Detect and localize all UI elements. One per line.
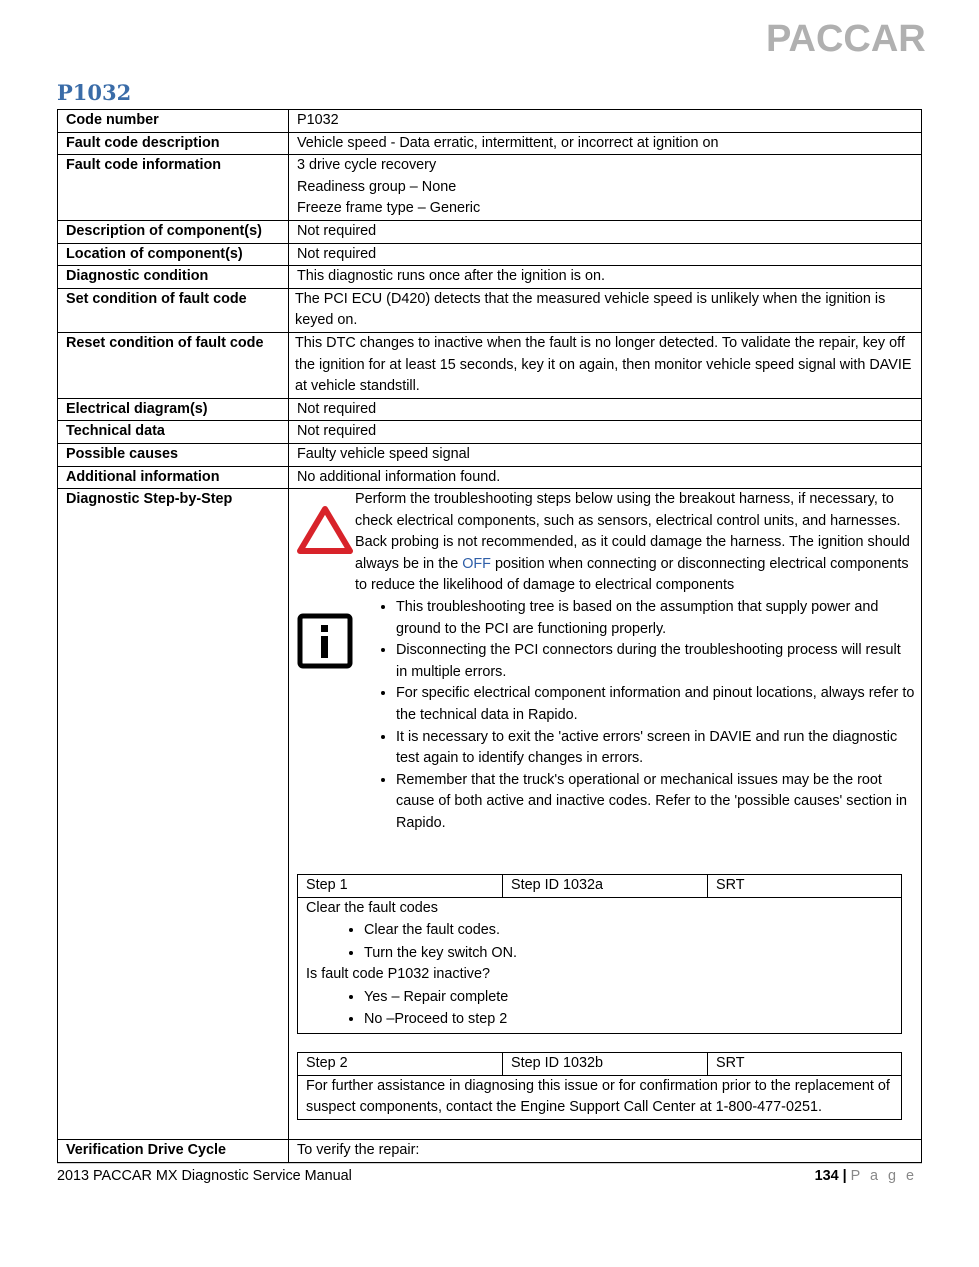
footer-page-info xyxy=(815,1168,917,1184)
list-item: • It is necessary to exit the 'active errors' screen in DAVIE and run the diagnostic test again to identify changes in errors. xyxy=(396,727,915,770)
step-srt: SRT xyxy=(708,1053,902,1076)
row-label: Fault code description xyxy=(58,132,289,155)
info-line: Readiness group – None xyxy=(297,178,457,195)
row-value: Faulty vehicle speed signal xyxy=(289,443,922,466)
row-value: This diagnostic runs once after the ignition is on. xyxy=(289,266,922,289)
step-header-row xyxy=(298,1053,902,1076)
row-label: Location of component(s) xyxy=(58,243,289,266)
warning-text-part: position when connecting or disconnecting electrical components to reduce the likelihood of damage to electrical components xyxy=(355,555,909,594)
step-by-step-cell xyxy=(289,489,922,1140)
list-item: • This troubleshooting tree is based on the assumption that supply power and ground to the PCI are functioning properly. xyxy=(396,597,915,640)
row-label: Technical data xyxy=(58,421,289,444)
table-row xyxy=(58,489,922,1140)
warning-text xyxy=(355,489,915,835)
paccar-logo: PACCAR xyxy=(766,18,926,60)
page-label: P a g e xyxy=(850,1168,917,1184)
info-line: Freeze frame type – Generic xyxy=(297,200,481,217)
row-label: Electrical diagram(s) xyxy=(58,398,289,421)
step-body xyxy=(298,897,902,1033)
row-label: Verification Drive Cycle xyxy=(58,1140,289,1163)
step-body-row xyxy=(298,1075,902,1119)
table-row xyxy=(58,243,922,266)
footer-divider xyxy=(57,1163,922,1164)
step-actions xyxy=(306,919,893,964)
row-value: Vehicle speed - Data erratic, intermittent, or incorrect at ignition on xyxy=(289,132,922,155)
page-title: P1032 xyxy=(57,80,132,105)
row-value: Not required xyxy=(289,220,922,243)
row-label: Reset condition of fault code xyxy=(58,332,289,398)
list-item: • Disconnecting the PCI connectors during the troubleshooting process will result in multiple errors. xyxy=(396,640,915,683)
row-value: This DTC changes to inactive when the fault is no longer detected. To validate the repair, key off the ignition for at least 15 seconds, key it on again, then monitor vehicle speed signal with DAVIE at vehicle standstill. xyxy=(289,332,922,398)
step-1-table xyxy=(297,874,902,1034)
row-label: Possible causes xyxy=(58,443,289,466)
step-2-table xyxy=(297,1052,902,1120)
row-value: Not required xyxy=(289,421,922,444)
table-row xyxy=(58,220,922,243)
table-row xyxy=(58,398,922,421)
step-answers xyxy=(306,986,893,1031)
step-body: For further assistance in diagnosing this issue or for confirmation prior to the replacement of suspect components, contact the Engine Support Call Center at 1-800-477-0251. xyxy=(298,1075,902,1119)
list-item: • Remember that the truck's operational or mechanical issues may be the root cause of both active and inactive codes. Refer to the 'possible causes' section in Rapido. xyxy=(396,770,915,835)
table-row xyxy=(58,466,922,489)
table-row xyxy=(58,155,922,221)
list-item: • Turn the key switch ON. xyxy=(364,942,893,965)
step-id: Step ID 1032a xyxy=(503,875,708,898)
table-row xyxy=(58,421,922,444)
table-row xyxy=(58,332,922,398)
step-number: Step 1 xyxy=(298,875,503,898)
fault-code-table xyxy=(57,109,922,1163)
table-row xyxy=(58,110,922,133)
row-label: Diagnostic condition xyxy=(58,266,289,289)
step-id: Step ID 1032b xyxy=(503,1053,708,1076)
row-label: Code number xyxy=(58,110,289,133)
step-question: Is fault code P1032 inactive? xyxy=(306,966,491,983)
info-line: 3 drive cycle recovery xyxy=(297,157,437,174)
list-item: • Clear the fault codes. xyxy=(364,919,893,942)
table-row xyxy=(58,288,922,332)
step-srt: SRT xyxy=(708,875,902,898)
table-row xyxy=(58,132,922,155)
page-number: 134 xyxy=(814,1168,839,1184)
step-number: Step 2 xyxy=(298,1053,503,1076)
info-icon xyxy=(297,613,353,669)
step-heading: Clear the fault codes xyxy=(306,899,438,916)
warning-block xyxy=(289,489,921,864)
table-row xyxy=(58,443,922,466)
row-label: Fault code information xyxy=(58,155,289,221)
step-header-row xyxy=(298,875,902,898)
row-label: Additional information xyxy=(58,466,289,489)
table-row xyxy=(58,266,922,289)
page-separator: | xyxy=(842,1168,847,1184)
row-label: Description of component(s) xyxy=(58,220,289,243)
row-value: To verify the repair: xyxy=(289,1140,922,1163)
warning-triangle-icon xyxy=(297,505,353,555)
row-value xyxy=(289,155,922,221)
row-value: No additional information found. xyxy=(289,466,922,489)
row-value: The PCI ECU (D420) detects that the measured vehicle speed is unlikely when the ignition is keyed on. xyxy=(289,288,922,332)
list-item: • For specific electrical component information and pinout locations, always refer to the technical data in Rapido. xyxy=(396,683,915,726)
table-row xyxy=(58,1140,922,1163)
footer-manual-title: 2013 PACCAR MX Diagnostic Service Manual xyxy=(57,1168,352,1184)
row-label: Set condition of fault code xyxy=(58,288,289,332)
off-word: OFF xyxy=(462,555,491,572)
row-value: P1032 xyxy=(289,110,922,133)
warning-text-part: Perform the troubleshooting steps below using the breakout harness, if necessary, to check electrical components, such as sensors, electrical control units, and harnesses. Back probing is not recommended, as it could damage the harness. The ignition should always be in the xyxy=(355,491,910,572)
list-item: • No –Proceed to step 2 xyxy=(364,1008,893,1031)
row-value: Not required xyxy=(289,398,922,421)
list-item: • Yes – Repair complete xyxy=(364,986,893,1009)
step-body-row xyxy=(298,897,902,1033)
row-value: Not required xyxy=(289,243,922,266)
row-label: Diagnostic Step-by-Step xyxy=(58,489,289,1140)
info-bullet-list xyxy=(355,597,915,835)
